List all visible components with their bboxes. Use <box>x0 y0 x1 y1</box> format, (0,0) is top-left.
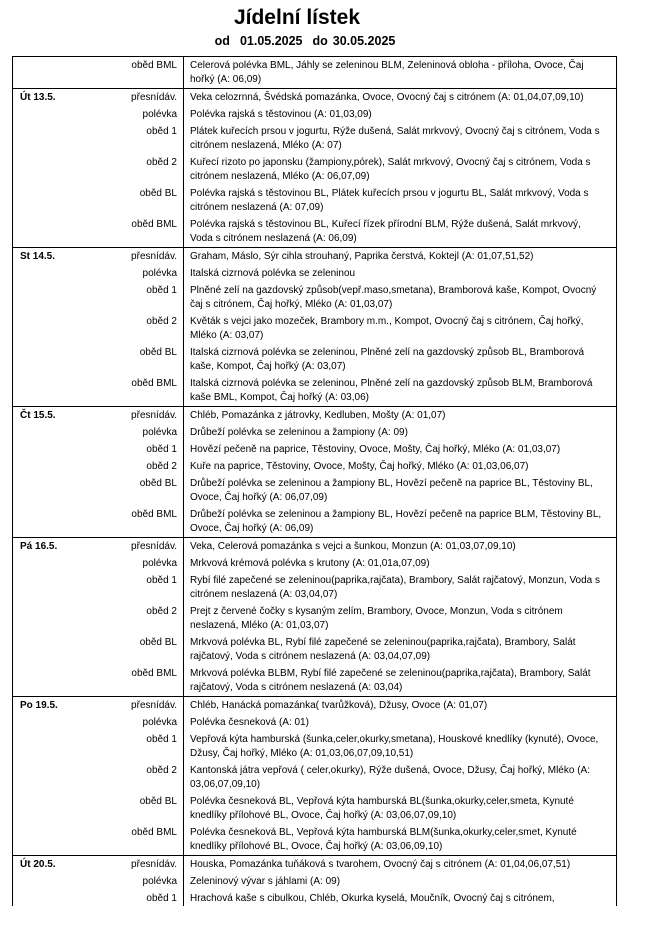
meal-description: Mrkvová polévka BLBM, Rybí filé zapečené se zeleninou(paprika,rajčata), Brambory, Salát rajčatový, Voda s citrónem neslazená (A: 03,04) <box>190 668 591 693</box>
meal-description: Italská cizrnová polévka se zeleninou, Plněné zelí na gazdovský způsob BLM, Bramborová kaše BML, Kompot, Čaj hořký (A: 03,06) <box>190 378 593 403</box>
day-block <box>13 89 616 248</box>
meal-type: oběd 1 <box>91 890 184 906</box>
meal-description: Rybí filé zapečené se zeleninou(paprika,rajčata), Brambory, Salát rajčatový, Monzun, Voda s citrónem neslazená (A: 03,04,07) <box>190 575 601 600</box>
menu-row <box>13 824 616 855</box>
meal-type: oběd BML <box>91 57 184 88</box>
day-label: Po 19.5. <box>20 700 58 711</box>
menu-row <box>13 344 616 375</box>
day-label <box>13 154 91 185</box>
menu-row <box>13 634 616 665</box>
meal-description: Hovězí pečeně na paprice, Těstoviny, Ovoce, Mošty, Čaj hořký, Mléko (A: 01,03,07) <box>190 444 561 455</box>
meal-type: polévka <box>91 106 184 123</box>
meal-description: Italská cizrnová polévka se zeleninou, Plněné zelí na gazdovský způsob BL, Bramborová kaše, Kompot, Čaj hořký (A: 03,07) <box>190 347 585 372</box>
day-label <box>13 665 91 696</box>
meal-description: Celerová polévka BML, Jáhly se zeleninou BLM, Zeleninová obloha - příloha, Ovoce, Čaj hořký (A: 06,09) <box>190 60 584 85</box>
meal-type: oběd 2 <box>91 762 184 793</box>
menu-row <box>13 873 616 890</box>
day-label <box>13 506 91 537</box>
menu-row <box>13 265 616 282</box>
meal-type: polévka <box>91 555 184 572</box>
from-label: od <box>214 34 230 48</box>
menu-row <box>13 731 616 762</box>
menu-row <box>13 282 616 313</box>
day-label <box>13 185 91 216</box>
day-label <box>13 731 91 762</box>
meal-type: oběd 2 <box>91 313 184 344</box>
menu-row <box>13 313 616 344</box>
menu-row <box>13 762 616 793</box>
day-label <box>13 475 91 506</box>
meal-description: Kuřecí rizoto po japonsku (žampiony,pórek), Salát mrkvový, Ovocný čaj s citrónem, Voda s citrónem neslazená, Mléko (A: 06,07,09) <box>190 157 591 182</box>
menu-row <box>13 106 616 123</box>
menu-row <box>13 407 616 424</box>
menu-row <box>13 441 616 458</box>
meal-type: oběd 1 <box>91 282 184 313</box>
day-label <box>13 123 91 154</box>
menu-table <box>12 56 617 906</box>
day-label: St 14.5. <box>20 251 56 262</box>
menu-row <box>13 714 616 731</box>
day-label <box>13 57 91 88</box>
meal-type: polévka <box>91 424 184 441</box>
menu-row <box>13 665 616 696</box>
menu-row <box>13 375 616 406</box>
day-block <box>13 407 616 538</box>
day-label <box>13 424 91 441</box>
meal-type: oběd 1 <box>91 441 184 458</box>
menu-row <box>13 248 616 265</box>
menu-row <box>13 154 616 185</box>
menu-row <box>13 890 616 906</box>
day-label <box>13 216 91 247</box>
day-label <box>13 634 91 665</box>
meal-type: oběd BL <box>91 185 184 216</box>
day-label <box>13 265 91 282</box>
menu-row <box>13 89 616 106</box>
meal-type: oběd BL <box>91 475 184 506</box>
menu-row <box>13 424 616 441</box>
meal-description: Polévka česneková (A: 01) <box>190 717 309 728</box>
day-label <box>13 375 91 406</box>
day-block <box>13 538 616 697</box>
meal-description: Kantonská játra vepřová ( celer,okurky), Rýže dušená, Ovoce, Džusy, Čaj hořký, Mléko (A: 03,06,07,09,10) <box>190 765 590 790</box>
menu-row <box>13 123 616 154</box>
meal-description: Mrkvová polévka BL, Rybí filé zapečené se zeleninou(paprika,rajčata), Brambory, Salát rajčatový, Voda s citrónem neslazená (A: 03,04,07,09) <box>190 637 576 662</box>
day-block <box>13 856 616 906</box>
meal-type: oběd BL <box>91 344 184 375</box>
day-label <box>13 282 91 313</box>
meal-description: Plněné zelí na gazdovský způsob(vepř.maso,smetana), Bramborová kaše, Kompot, Ovocný čaj s citrónem, Čaj hořký, Mléko (A: 01,03,07) <box>190 285 597 310</box>
from-date: 01.05.2025 <box>239 34 303 48</box>
day-label <box>13 603 91 634</box>
menu-row <box>13 572 616 603</box>
day-block <box>13 697 616 856</box>
menu-row <box>13 216 616 247</box>
meal-type: polévka <box>91 873 184 890</box>
menu-row <box>13 506 616 537</box>
day-label <box>13 890 91 906</box>
page-title: Jídelní lístek <box>233 6 361 29</box>
meal-type: oběd BML <box>91 824 184 855</box>
meal-description: Polévka česneková BL, Vepřová kýta hamburská BLM(šunka,okurky,celer,smet, Kynuté knedlíky přílohové BL, Ovoce, Čaj hořký (A: 03,06,09,10) <box>190 827 577 852</box>
meal-type: oběd BML <box>91 216 184 247</box>
meal-type: oběd 2 <box>91 603 184 634</box>
meal-type: polévka <box>91 265 184 282</box>
menu-row <box>13 856 616 873</box>
day-label <box>13 793 91 824</box>
date-range <box>0 34 610 48</box>
meal-type: oběd 1 <box>91 123 184 154</box>
meal-description: Graham, Máslo, Sýr cihla strouhaný, Paprika čerstvá, Koktejl (A: 01,07,51,52) <box>190 251 534 262</box>
meal-type: oběd 1 <box>91 731 184 762</box>
meal-description: Chléb, Hanácká pomazánka( tvarůžková), Džusy, Ovoce (A: 01,07) <box>190 700 488 711</box>
meal-description: Drůbeží polévka se zeleninou a žampiony BL, Hovězí pečeně na paprice BLM, Těstoviny BL, Ovoce, Čaj hořký (A: 06,09) <box>190 509 602 534</box>
meal-type: oběd BL <box>91 793 184 824</box>
menu-row <box>13 185 616 216</box>
day-label <box>13 555 91 572</box>
meal-description: Houska, Pomazánka tuňáková s tvarohem, Ovocný čaj s citrónem (A: 01,04,06,07,51) <box>190 859 571 870</box>
meal-type: přesnídáv. <box>91 89 184 106</box>
day-label <box>13 572 91 603</box>
meal-description: Veka celozrnná, Švédská pomazánka, Ovoce, Ovocný čaj s citrónem (A: 01,04,07,09,10) <box>190 92 584 103</box>
day-block <box>13 248 616 407</box>
meal-type: oběd BML <box>91 375 184 406</box>
meal-type: přesnídáv. <box>91 697 184 714</box>
to-date: 30.05.2025 <box>332 34 396 48</box>
meal-description: Drůbeží polévka se zeleninou a žampiony BL, Hovězí pečeně na paprice BL, Těstoviny BL, Ovoce, Čaj hořký (A: 06,07,09) <box>190 478 593 503</box>
day-label: Pá 16.5. <box>20 541 58 552</box>
meal-type: přesnídáv. <box>91 538 184 555</box>
menu-row <box>13 603 616 634</box>
meal-description: Polévka rajská s těstovinou BL, Plátek kuřecích prsou v jogurtu BL, Salát mrkvový, Voda s citrónem neslazená (A: 07,09) <box>190 188 589 213</box>
meal-type: polévka <box>91 714 184 731</box>
meal-type: přesnídáv. <box>91 248 184 265</box>
meal-description: Květák s vejci jako mozeček, Brambory m.m., Kompot, Ovocný čaj s citrónem, Čaj hořký, Mléko (A: 03,07) <box>190 316 584 341</box>
meal-description: Plátek kuřecích prsou v jogurtu, Rýže dušená, Salát mrkvový, Ovocný čaj s citrónem, Voda s citrónem neslazená, Mléko (A: 07) <box>190 126 600 151</box>
day-label: Út 20.5. <box>20 859 56 870</box>
day-label <box>13 762 91 793</box>
day-label <box>13 441 91 458</box>
meal-type: přesnídáv. <box>91 407 184 424</box>
menu-row <box>13 538 616 555</box>
day-label: Út 13.5. <box>20 92 56 103</box>
day-label <box>13 714 91 731</box>
day-block <box>13 57 616 89</box>
day-label <box>13 344 91 375</box>
menu-row <box>13 458 616 475</box>
menu-row <box>13 697 616 714</box>
meal-description: Mrkvová krémová polévka s krutony (A: 01,01a,07,09) <box>190 558 430 569</box>
meal-description: Kuře na paprice, Těstoviny, Ovoce, Mošty, Čaj hořký, Mléko (A: 01,03,06,07) <box>190 461 529 472</box>
meal-description: Drůbeží polévka se zeleninou a žampiony (A: 09) <box>190 427 408 438</box>
day-label <box>13 824 91 855</box>
meal-description: Chléb, Pomazánka z játrovky, Kedluben, Mošty (A: 01,07) <box>190 410 446 421</box>
meal-description: Polévka rajská s těstovinou (A: 01,03,09) <box>190 109 372 120</box>
meal-type: oběd BML <box>91 665 184 696</box>
day-label <box>13 458 91 475</box>
meal-type: přesnídáv. <box>91 856 184 873</box>
day-label: Čt 15.5. <box>20 410 56 421</box>
meal-type: oběd BL <box>91 634 184 665</box>
meal-description: Polévka česneková BL, Vepřová kýta hamburská BL(šunka,okurky,celer,smeta, Kynuté knedlíky přílohové BL, Ovoce, Čaj hořký (A: 03,06,07,09,10) <box>190 796 574 821</box>
meal-description: Veka, Celerová pomazánka s vejci a šunkou, Monzun (A: 01,03,07,09,10) <box>190 541 516 552</box>
meal-description: Italská cizrnová polévka se zeleninou <box>190 268 356 279</box>
meal-description: Vepřová kýta hamburská (šunka,celer,okurky,smetana), Houskové knedlíky (kynuté), Ovoce, Džusy, Čaj hořký, Mléko (A: 01,03,06,07,09,10,51) <box>190 734 599 759</box>
meal-description: Polévka rajská s těstovinou BL, Kuřecí řízek přírodní BLM, Rýže dušená, Salát mrkvový, Voda s citrónem neslazená (A: 06,09) <box>190 219 581 244</box>
meal-type: oběd 2 <box>91 458 184 475</box>
meal-type: oběd 1 <box>91 572 184 603</box>
meal-type: oběd 2 <box>91 154 184 185</box>
menu-row <box>13 555 616 572</box>
menu-row <box>13 475 616 506</box>
day-label <box>13 873 91 890</box>
to-label: do <box>312 34 328 48</box>
meal-description: Zeleninový vývar s jáhlami (A: 09) <box>190 876 341 887</box>
day-label <box>13 106 91 123</box>
menu-row <box>13 793 616 824</box>
meal-description: Hrachová kaše s cibulkou, Chléb, Okurka kyselá, Moučník, Ovocný čaj s citrónem, <box>190 893 555 904</box>
day-label <box>13 313 91 344</box>
meal-description: Prejt z červené čočky s kysaným zelím, Brambory, Ovoce, Monzun, Voda s citrónem neslazená, Mléko (A: 01,03,07) <box>190 606 563 631</box>
menu-row <box>13 57 616 88</box>
meal-type: oběd BML <box>91 506 184 537</box>
